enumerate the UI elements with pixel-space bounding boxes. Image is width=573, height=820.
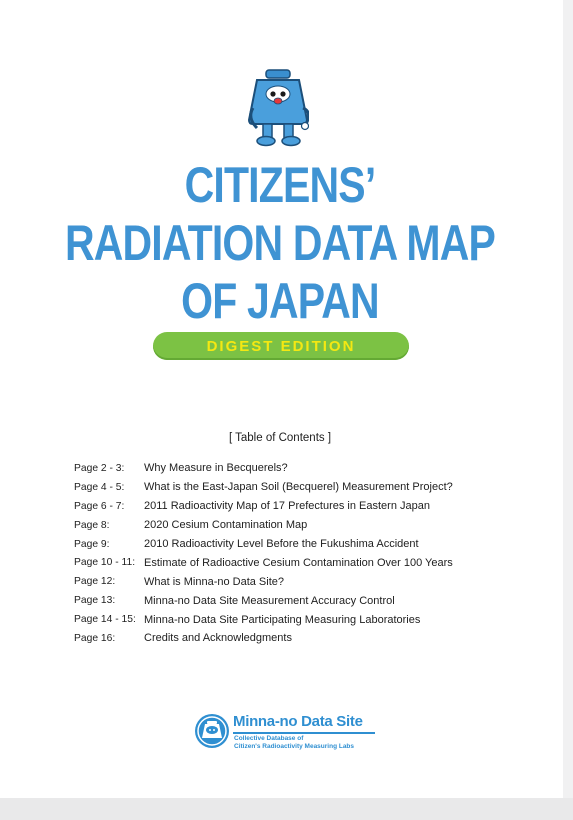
toc-row xyxy=(74,610,524,629)
cover-title-line-3: OF JAPAN xyxy=(181,273,379,329)
table-of-contents xyxy=(74,459,524,648)
toc-page-number: Page 13: xyxy=(74,595,116,607)
edition-badge xyxy=(153,332,409,360)
mascot-character-icon xyxy=(247,68,309,148)
toc-row xyxy=(74,629,524,648)
logo-tagline-1: Collective Database of xyxy=(234,735,304,742)
toc-heading: [ Table of Contents ] xyxy=(228,432,332,444)
logo-divider xyxy=(233,732,375,734)
toc-entry-title: What is the East-Japan Soil (Becquerel) Measurement Project? xyxy=(144,481,453,494)
toc-entry-title: 2010 Radioactivity Level Before the Fukushima Accident xyxy=(144,538,419,550)
toc-entry-title: Why Measure in Becquerels? xyxy=(144,462,288,475)
toc-row xyxy=(74,591,524,610)
toc-row xyxy=(74,535,524,554)
toc-page-number: Page 2 - 3: xyxy=(74,462,125,474)
toc-page-number: Page 9: xyxy=(74,538,110,550)
toc-entry-title: Credits and Acknowledgments xyxy=(144,632,292,645)
toc-row xyxy=(74,516,524,535)
toc-page-number: Page 14 - 15: xyxy=(74,614,136,626)
toc-row xyxy=(74,572,524,591)
toc-entry-title: Estimate of Radioactive Cesium Contamination Over 100 Years xyxy=(144,556,453,569)
toc-page-number: Page 8: xyxy=(74,519,110,531)
toc-row xyxy=(74,478,524,497)
cover-title-line-2: RADIATION DATA MAP xyxy=(64,215,496,271)
cover-title-line-1: CITIZENS’ xyxy=(184,157,376,213)
logo-tagline-2: Citizen's Radioactivity Measuring Labs xyxy=(234,743,355,750)
toc-entry-title: Minna-no Data Site Measurement Accuracy Control xyxy=(144,594,395,607)
edition-badge-label: DIGEST EDITION xyxy=(206,337,356,355)
toc-entry-title: 2011 Radioactivity Map of 17 Prefectures in Eastern Japan xyxy=(144,500,430,513)
toc-page-number: Page 12: xyxy=(74,576,116,588)
minna-no-data-site-logo xyxy=(194,713,384,757)
toc-entry-title: 2020 Cesium Contamination Map xyxy=(144,519,308,532)
toc-entry-title: Minna-no Data Site Participating Measuring Laboratories xyxy=(144,613,421,626)
page-edge-bottom xyxy=(0,798,573,820)
toc-row xyxy=(74,459,524,478)
minna-no-data-site-logo-icon xyxy=(194,713,230,749)
toc-row xyxy=(74,497,524,516)
logo-name: Minna-no Data Site xyxy=(233,713,363,730)
toc-page-number: Page 6 - 7: xyxy=(74,500,125,512)
page-edge-right xyxy=(563,0,573,820)
toc-entry-title: What is Minna-no Data Site? xyxy=(144,575,285,588)
toc-row xyxy=(74,553,524,572)
toc-page-number: Page 10 - 11: xyxy=(74,557,136,569)
toc-page-number: Page 4 - 5: xyxy=(74,481,125,493)
toc-page-number: Page 16: xyxy=(74,632,116,644)
